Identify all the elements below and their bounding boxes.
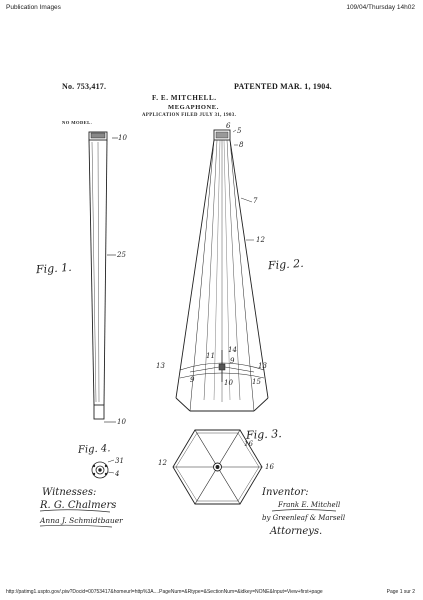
- ref-numeral: 9: [230, 357, 235, 365]
- inventor-signature: Frank E. Mitchell: [278, 501, 341, 509]
- fig1-megaphone-side: [89, 132, 118, 422]
- patent-number: No. 753,417.: [62, 82, 107, 91]
- attorneys-label: Attorneys.: [270, 526, 323, 537]
- fig4-small-detail: [92, 460, 114, 478]
- ref-numeral: 25: [117, 251, 126, 259]
- ref-numeral: 13: [258, 362, 267, 370]
- ref-numeral: 10: [118, 134, 127, 142]
- ref-numeral: 11: [206, 352, 215, 360]
- browser-footer: [0, 586, 423, 600]
- ref-numeral: 5: [237, 127, 242, 135]
- application-filed: APPLICATION FILED JULY 31, 1903.: [142, 113, 237, 118]
- ref-numeral: 7: [253, 197, 258, 205]
- ref-numeral: 31: [115, 457, 124, 465]
- patent-inventor: F. E. MITCHELL.: [152, 94, 217, 102]
- ref-numeral: 16: [244, 440, 253, 448]
- attorney-signature: by Greenleaf & Marsell: [262, 514, 346, 522]
- ref-numeral: 10: [117, 418, 126, 426]
- fig2-label: Fig. 2.: [267, 256, 305, 273]
- ref-numeral: 4: [115, 470, 120, 478]
- ref-numeral: 12: [256, 236, 265, 244]
- ref-numeral: 15: [252, 378, 261, 386]
- witness-signature-1: R. G. Chalmers: [40, 500, 117, 511]
- inventor-label: Inventor:: [262, 487, 309, 498]
- fig1-label: Fig. 1.: [35, 260, 73, 277]
- fig3-label: Fig. 3.: [245, 427, 283, 442]
- ref-numeral: 6: [226, 122, 231, 130]
- fig2-megaphone-front: [176, 130, 268, 411]
- witness-signature-2: Anna J. Schmidtbauer: [40, 516, 123, 525]
- footer-url[interactable]: http://patimg1.uspto.gov/.piw?Docid=00753417&homeurl=http%3A....PageNum=&Rtype=&SectionNum=&idkey=NONE&Input=View+first+page: [6, 589, 323, 595]
- ref-numeral: 8: [239, 141, 244, 149]
- ref-numeral: 13: [156, 362, 165, 370]
- patent-date: PATENTED MAR. 1, 1904.: [234, 82, 332, 91]
- no-model-label: NO MODEL.: [62, 120, 93, 125]
- ref-numeral: 16: [265, 463, 274, 471]
- browser-header-timestamp: 109/04/Thursday 14h02: [346, 4, 415, 11]
- ref-numeral: 10: [224, 379, 233, 387]
- page-indicator: Page 1 sur 2: [386, 589, 415, 595]
- browser-header-title: Publication Images: [6, 4, 61, 11]
- ref-numeral: 14: [228, 346, 237, 354]
- patent-title: MEGAPHONE.: [168, 104, 219, 111]
- fig4-label: Fig. 4.: [77, 443, 111, 456]
- ref-numeral: 12: [158, 459, 167, 467]
- ref-numeral: 9: [190, 376, 195, 384]
- witnesses-label: Witnesses:: [42, 487, 97, 498]
